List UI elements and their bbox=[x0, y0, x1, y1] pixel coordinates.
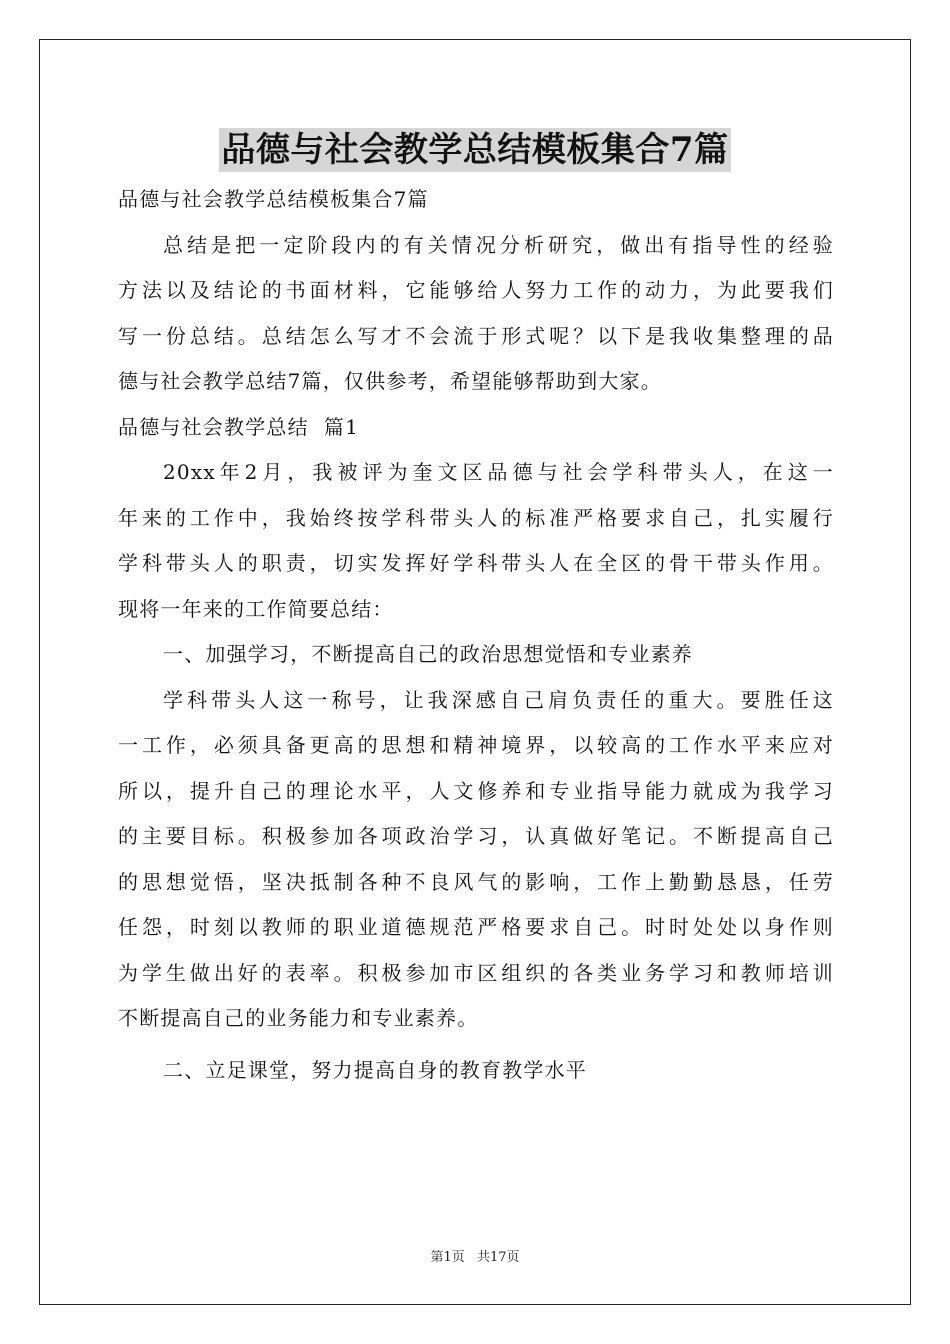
page-number: 第1页 bbox=[430, 1250, 465, 1265]
subheading-2: 二、立足课堂，努力提高自身的教育教学水平 bbox=[163, 1057, 587, 1082]
paragraph-2 bbox=[118, 678, 834, 1042]
text-line: 年来的工作中，我始终按学科带头人的标准严格要求自己，扎实履行 bbox=[118, 505, 834, 530]
text-line: 任怨，时刻以教师的职业道德规范严格要求自己。时时处处以身作则 bbox=[118, 915, 834, 939]
text-line: 不断提高自己的业务能力和专业素养。 bbox=[118, 1006, 479, 1030]
title-container bbox=[0, 128, 950, 172]
total-pages: 共17页 bbox=[476, 1250, 520, 1265]
document-subtitle: 品德与社会教学总结模板集合7篇 bbox=[118, 187, 429, 211]
text-line: 德与社会教学总结7篇，仅供参考，希望能够帮助到大家。 bbox=[118, 369, 662, 393]
intro-paragraph bbox=[118, 223, 834, 405]
document-body bbox=[118, 177, 834, 1093]
text-line: 的思想觉悟，坚决抵制各种不良风气的影响，工作上勤勤恳恳，任劳 bbox=[118, 869, 834, 894]
text-line: 20xx年2月，我被评为奎文区品德与社会学科带头人，在这一 bbox=[163, 460, 834, 484]
text-line: 方法以及结论的书面材料，它能够给人努力工作的动力，为此要我们 bbox=[118, 278, 834, 302]
text-line: 总结是把一定阶段内的有关情况分析研究，做出有指导性的经验 bbox=[163, 232, 834, 257]
text-line: 写一份总结。总结怎么写才不会流于形式呢？以下是我收集整理的品 bbox=[118, 323, 834, 348]
paragraph-1 bbox=[118, 450, 834, 632]
subheading-1: 一、加强学习，不断提高自己的政治思想觉悟和专业素养 bbox=[163, 642, 693, 666]
text-line: 现将一年来的工作简要总结： bbox=[118, 596, 394, 621]
text-line: 学科带头人的职责，切实发挥好学科带头人在全区的骨干带头作用。 bbox=[118, 551, 834, 575]
text-line: 的主要目标。积极参加各项政治学习，认真做好笔记。不断提高自己 bbox=[118, 824, 834, 848]
text-line: 学科带头人这一称号，让我深感自己肩负责任的重大。要胜任这 bbox=[163, 687, 834, 712]
page-footer bbox=[0, 1246, 950, 1265]
text-line: 所以，提升自己的理论水平，人文修养和专业指导能力就成为我学习 bbox=[118, 778, 834, 803]
document-title: 品德与社会教学总结模板集合7篇 bbox=[221, 130, 729, 170]
text-line: 一工作，必须具备更高的思想和精神境界，以较高的工作水平来应对 bbox=[118, 733, 834, 757]
section-heading: 品德与社会教学总结 篇1 bbox=[118, 414, 360, 439]
text-line: 为学生做出好的表率。积极参加市区组织的各类业务学习和教师培训 bbox=[118, 960, 834, 985]
